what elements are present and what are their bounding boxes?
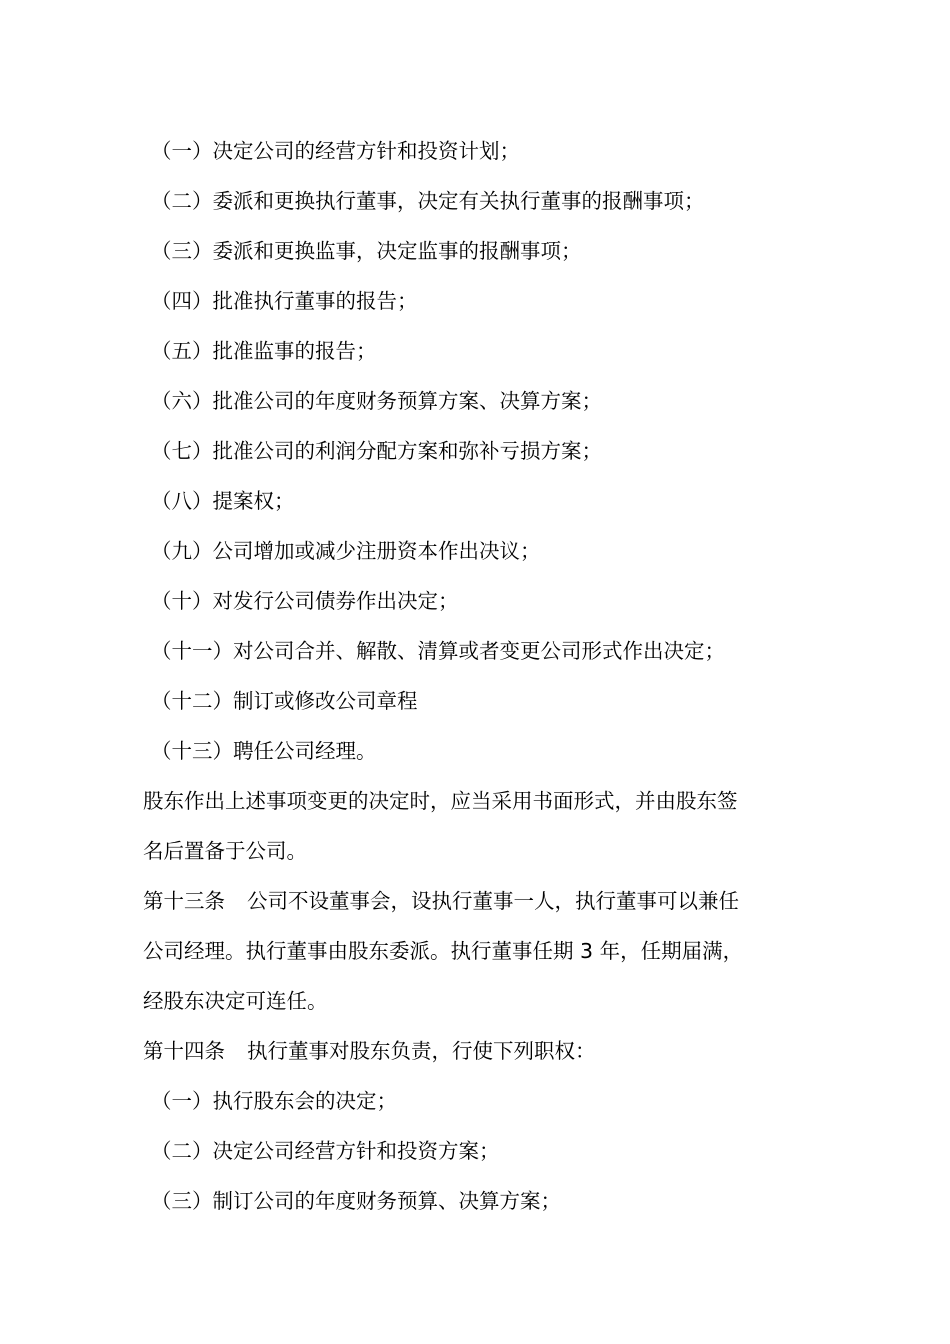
list-item: （十三）聘任公司经理。 <box>151 739 377 763</box>
document-body <box>143 126 808 1226</box>
list-item: （十二）制订或修改公司章程 <box>151 689 418 713</box>
list-item: （五）批准监事的报告； <box>151 339 377 363</box>
article-13-label: 第十三条 <box>143 889 225 913</box>
list-item: （一）执行股东会的决定； <box>151 1089 397 1113</box>
article-13-first-line <box>143 876 808 926</box>
article-14-first-line <box>143 1026 808 1076</box>
list-item: （八）提案权； <box>151 489 295 513</box>
paragraph-line: 名后置备于公司。 <box>143 839 307 863</box>
list-item: （十一）对公司合并、解散、清算或者变更公司形式作出决定； <box>151 639 725 663</box>
paragraph-line: 股东作出上述事项变更的决定时，应当采用书面形式，并由股东签 <box>143 789 738 813</box>
list-item: （七）批准公司的利润分配方案和弥补亏损方案； <box>151 439 602 463</box>
list-item: （九）公司增加或减少注册资本作出决议； <box>151 539 541 563</box>
article-14-intro: 执行董事对股东负责，行使下列职权： <box>247 1039 596 1063</box>
list-item: （二）委派和更换执行董事，决定有关执行董事的报酬事项； <box>151 189 705 213</box>
list-item: （二）决定公司经营方针和投资方案； <box>151 1139 500 1163</box>
list-item: （一）决定公司的经营方针和投资计划； <box>151 139 520 163</box>
list-item: （十）对发行公司债券作出决定； <box>151 589 459 613</box>
list-item: （三）委派和更换监事，决定监事的报酬事项； <box>151 239 582 263</box>
list-item: （三）制订公司的年度财务预算、决算方案； <box>151 1189 561 1213</box>
paragraph-line: 经股东决定可连任。 <box>143 989 328 1013</box>
article-14-label: 第十四条 <box>143 1039 225 1063</box>
list-item: （六）批准公司的年度财务预算方案、决算方案； <box>151 389 602 413</box>
article-13-text: 公司不设董事会，设执行董事一人，执行董事可以兼任 <box>247 889 739 913</box>
paragraph-line: 公司经理。执行董事由股东委派。执行董事任期 3 年，任期届满， <box>143 939 744 963</box>
list-item: （四）批准执行董事的报告； <box>151 289 418 313</box>
